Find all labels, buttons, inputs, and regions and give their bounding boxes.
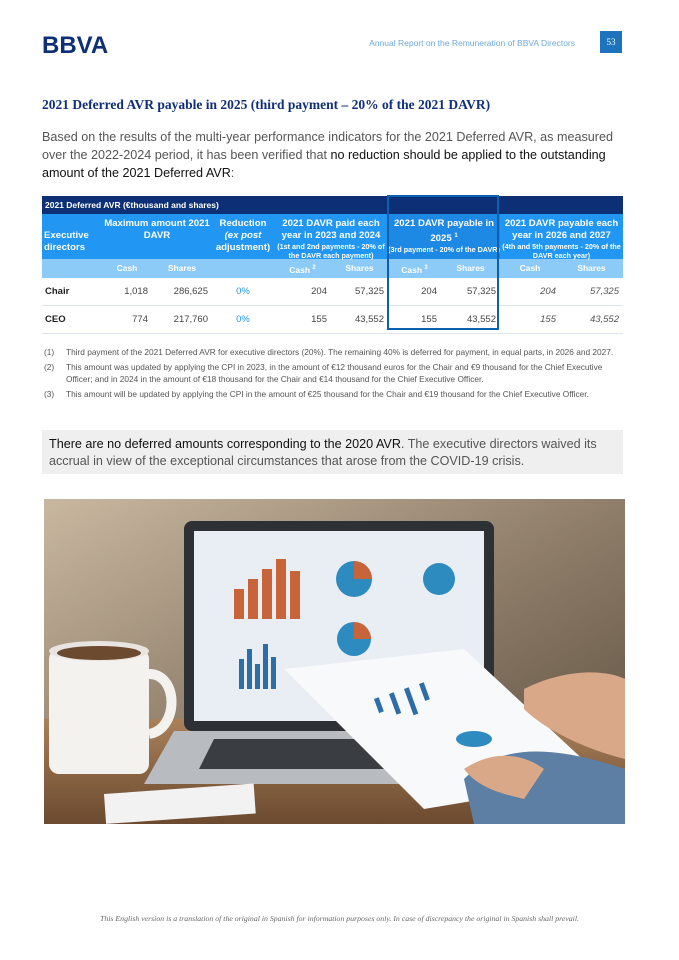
sub-shares-payable: Shares bbox=[456, 263, 485, 273]
table-title: 2021 Deferred AVR (€thousand and shares) bbox=[42, 196, 623, 214]
sub-cash-payable bbox=[388, 259, 441, 278]
footnotes bbox=[44, 346, 624, 403]
table-header-row bbox=[42, 214, 623, 259]
cell-fut-shares: 43,552 bbox=[589, 314, 619, 325]
header-payable-title-wrap bbox=[388, 218, 500, 245]
cell-max-shares: 286,625 bbox=[173, 286, 208, 297]
table-row bbox=[42, 306, 623, 334]
cell-paid-shares: 57,325 bbox=[354, 286, 384, 297]
cell-max-cash: 774 bbox=[132, 314, 148, 325]
header-reduction bbox=[212, 214, 274, 259]
sub-shares-future: Shares bbox=[577, 263, 606, 273]
table-subheader-row bbox=[42, 259, 623, 278]
cell-paid-shares: 43,552 bbox=[354, 314, 384, 325]
footnote bbox=[44, 388, 624, 400]
footer-disclaimer: This English version is a translation of the original in Spanish for information purposes only. In case of discrepancy the original in Spanish shall prevail. bbox=[100, 914, 579, 923]
sub-empty-red bbox=[212, 259, 274, 278]
callout-text: . The executive directors waived its accrual in view of the exceptional circumstances that arose from the COVID-19 crisis. bbox=[49, 437, 597, 468]
callout-box bbox=[42, 430, 623, 474]
footnote bbox=[44, 346, 624, 358]
sub-cash-paid-label: Cash bbox=[289, 264, 311, 275]
footnote-number: (2) bbox=[44, 362, 55, 372]
cell-fut-cash: 155 bbox=[540, 314, 556, 325]
photo-illustration bbox=[44, 499, 625, 824]
table-row bbox=[42, 278, 623, 306]
cell-fut-cash: 204 bbox=[540, 286, 556, 297]
intro-text-bold: no reduction should be applied to the outstanding amount of the 2021 Deferred AVR bbox=[42, 148, 606, 180]
office-photo bbox=[44, 499, 625, 824]
sub-cash-payable-label: Cash bbox=[401, 264, 423, 275]
footnote-number: (1) bbox=[44, 347, 55, 357]
section-title: 2021 Deferred AVR payable in 2025 (third payment – 20% of the 2021 DAVR) bbox=[42, 97, 491, 112]
logo-text: BBVA bbox=[42, 33, 109, 55]
sub-cash-paid bbox=[274, 259, 331, 278]
header-paid-sub: (1st and 2nd payments - 20% of the DAVR each payment) bbox=[277, 242, 385, 260]
sub-empty bbox=[42, 259, 102, 278]
sub-cash-sup-2: 2 bbox=[312, 265, 316, 271]
header-max-amount bbox=[102, 214, 212, 259]
intro-text-end: : bbox=[230, 166, 235, 180]
intro-paragraph bbox=[42, 128, 626, 182]
cell-pay-shares: 57,325 bbox=[466, 286, 496, 297]
row-name: Chair bbox=[45, 286, 70, 297]
header-reduction-2: (ex post bbox=[224, 230, 262, 241]
sub-cash-future: Cash bbox=[519, 263, 541, 273]
bbva-logo bbox=[42, 33, 120, 55]
cell-pay-cash: 155 bbox=[421, 314, 437, 325]
cell-reduction: 0% bbox=[236, 286, 250, 297]
footnote-text: Third payment of the 2021 Deferred AVR for executive directors (20%). The remaining 40% is deferred for payment, in equal parts, in 2026 and 2027. bbox=[66, 347, 614, 357]
intro-text: Based on the results of the multi-year performance indicators for the 2021 Deferred AVR, as measured over the 2022-2024 period, it has been verified that bbox=[42, 130, 613, 162]
sub-shares-paid: Shares bbox=[345, 263, 374, 273]
header-paid bbox=[274, 214, 388, 259]
header-reduction-1: Reduction bbox=[219, 218, 267, 229]
footnote-number: (3) bbox=[44, 389, 55, 399]
cell-paid-cash: 155 bbox=[311, 314, 327, 325]
report-title: Annual Report on the Remuneration of BBVA Directors bbox=[369, 38, 575, 48]
davr-table bbox=[42, 196, 623, 334]
row-name: CEO bbox=[45, 314, 66, 325]
cell-paid-cash: 204 bbox=[311, 286, 327, 297]
header-executive: Executive directors bbox=[44, 229, 89, 253]
header-reduction-3: adjustment) bbox=[215, 242, 271, 253]
header-future-title: 2021 DAVR payable each year in 2026 and 2027 bbox=[504, 218, 619, 241]
cell-max-shares: 217,760 bbox=[173, 314, 208, 325]
footnote-text: This amount will be updated by applying the CPI in the amount of €25 thousand for the Chair and €19 thousand for the Chief Executive Officer. bbox=[66, 389, 589, 399]
cell-max-cash: 1,018 bbox=[124, 286, 148, 297]
page-number: 53 bbox=[600, 31, 622, 53]
sub-shares-max: Shares bbox=[167, 263, 197, 273]
sub-cash-sup-3: 3 bbox=[424, 265, 428, 271]
header-paid-title: 2021 DAVR paid each year in 2023 and 2024 bbox=[281, 218, 381, 241]
cell-pay-shares: 43,552 bbox=[466, 314, 496, 325]
cell-fut-shares: 57,325 bbox=[589, 286, 619, 297]
header-future bbox=[500, 214, 623, 259]
header-payable-title: 2021 DAVR payable in 2025 bbox=[393, 218, 495, 245]
footnote bbox=[44, 361, 624, 385]
header-max-amount-text: Maximum amount 2021 DAVR bbox=[104, 218, 210, 241]
callout-bold: There are no deferred amounts corresponding to the 2020 AVR bbox=[49, 437, 401, 451]
header-future-sub: (4th and 5th payments - 20% of the DAVR each year) bbox=[502, 242, 621, 260]
sub-cash-max: Cash bbox=[116, 263, 138, 273]
cell-reduction: 0% bbox=[236, 314, 250, 325]
footnote-text: This amount was updated by applying the CPI in 2023, in the amount of €12 thousand euros for the Chair and €9 thousand for the Chief Executive Officer; and in 2024 in the amount of €18 thousand for the Chair and €14 thousand for the Chief Executive Officer. bbox=[66, 362, 603, 384]
header-payable-sub: (3rd payment - 20% of the DAVR) bbox=[388, 245, 500, 255]
header-payable bbox=[388, 214, 500, 259]
cell-pay-cash: 204 bbox=[421, 286, 437, 297]
header-payable-sup: 1 bbox=[454, 233, 458, 239]
